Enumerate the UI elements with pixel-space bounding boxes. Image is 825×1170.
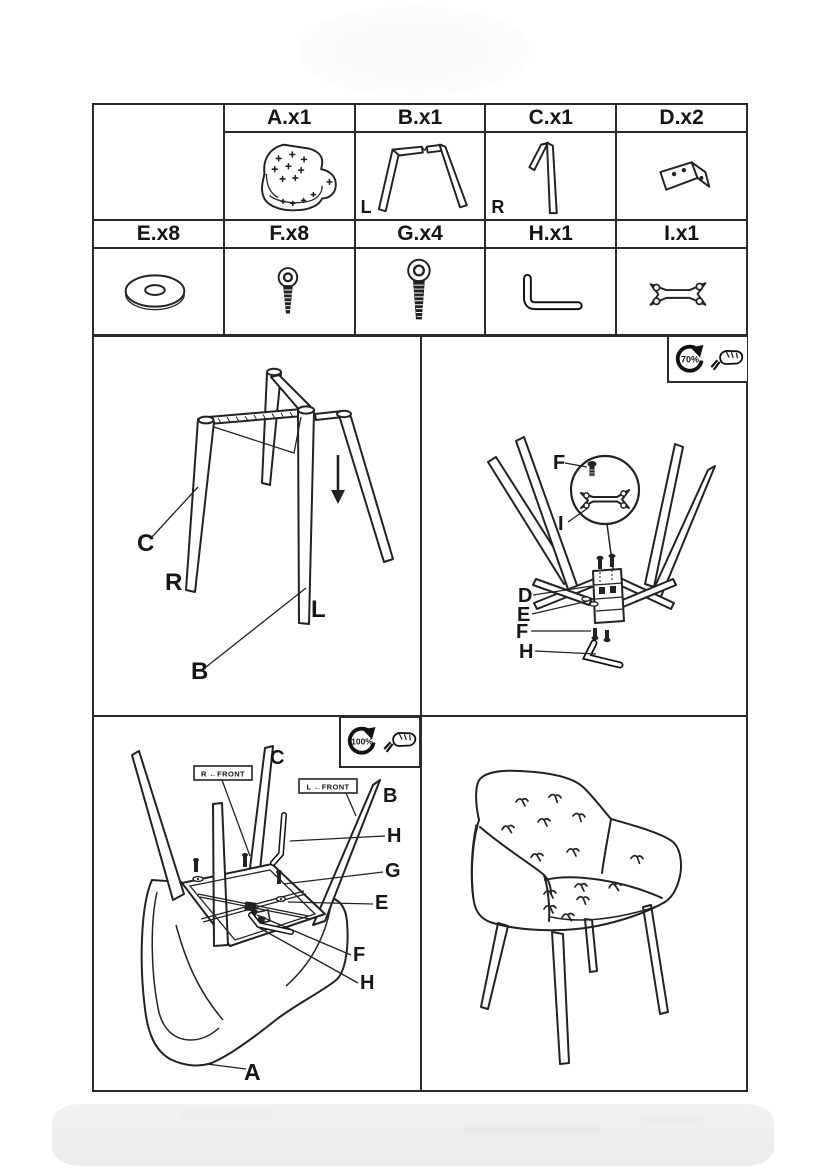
washer-sketch xyxy=(94,249,223,335)
label-f: F xyxy=(353,944,366,966)
assembly-steps-area xyxy=(92,334,748,1092)
part-c-cell xyxy=(485,132,616,220)
part-g-header: G.x4 xyxy=(355,220,486,248)
part-c-header: C.x1 xyxy=(485,104,616,132)
front-right-tag xyxy=(194,766,252,780)
label-i: I xyxy=(558,513,564,535)
torque-badge-100 xyxy=(340,717,420,767)
label-h: H xyxy=(519,641,534,663)
label-e: E xyxy=(375,892,389,914)
label-e: E xyxy=(517,604,531,626)
allen-key-sketch xyxy=(486,249,615,335)
svg-text:L ←FRONT: L ←FRONT xyxy=(306,782,350,792)
scan-artifact-band xyxy=(52,1104,774,1166)
corner-bracket-sketch xyxy=(617,133,746,219)
scan-smudge xyxy=(642,1118,702,1122)
down-arrow-icon xyxy=(331,455,345,504)
label-c: C xyxy=(270,747,285,769)
part-b-cell xyxy=(355,132,486,220)
part-f-header: F.x8 xyxy=(224,220,355,248)
part-a-header: A.x1 xyxy=(224,104,355,132)
assembled-chair-figure xyxy=(422,717,748,1090)
part-h-cell xyxy=(485,248,616,336)
label-part-c: C xyxy=(137,530,155,557)
step2-left-panel xyxy=(94,717,420,1090)
label-orientation-l: L xyxy=(311,596,326,623)
svg-text:R ←FRONT: R ←FRONT xyxy=(200,769,246,779)
part-b-orientation-label: L xyxy=(360,197,372,217)
label-g: G xyxy=(385,860,401,882)
part-i-cell xyxy=(616,248,747,336)
label-orientation-r: R xyxy=(165,569,183,596)
label-b: B xyxy=(383,785,398,807)
part-f-cell xyxy=(224,248,355,336)
front-left-tag xyxy=(299,779,357,793)
step1-left-figure xyxy=(94,336,420,715)
part-h-header: H.x1 xyxy=(485,220,616,248)
part-e-cell xyxy=(93,248,224,336)
scan-smudge xyxy=(462,1126,602,1132)
step1-right-figure xyxy=(422,336,748,715)
step2-right-panel xyxy=(422,717,748,1090)
step2-left-figure xyxy=(94,717,420,1090)
label-a: A xyxy=(244,1059,261,1085)
label-f-detail: F xyxy=(553,452,566,474)
label-h-key: H xyxy=(387,825,402,847)
part-d-header: D.x2 xyxy=(616,104,747,132)
part-c-orientation-label: R xyxy=(491,197,505,217)
step1-left-panel xyxy=(94,336,420,715)
scan-smudge xyxy=(182,1112,272,1117)
cross-plate-sketch xyxy=(617,249,746,335)
torque-percent: 100% xyxy=(351,736,373,747)
part-b-header: B.x1 xyxy=(355,104,486,132)
right-leg-frame-sketch xyxy=(486,133,615,219)
allen-key-vertical xyxy=(273,815,284,863)
long-bolt-sketch xyxy=(356,249,485,335)
seat-shell-sketch xyxy=(225,133,354,219)
step1-right-panel xyxy=(422,336,748,715)
short-bolt-sketch xyxy=(225,249,354,335)
torque-percent: 70% xyxy=(680,354,700,365)
part-a-cell xyxy=(224,132,355,220)
parts-table xyxy=(92,103,748,337)
part-i-header: I.x1 xyxy=(616,220,747,248)
torque-badge-70 xyxy=(668,336,748,382)
left-leg-frame-sketch xyxy=(356,133,485,219)
label-f: F xyxy=(516,621,529,643)
part-g-cell xyxy=(355,248,486,336)
leg-frames-sketch xyxy=(186,369,393,624)
part-e-header: E.x8 xyxy=(93,220,224,248)
label-part-b: B xyxy=(191,658,209,685)
label-d: D xyxy=(518,585,533,607)
label-h2: H xyxy=(360,972,375,994)
parts-table-blank-cell xyxy=(93,104,224,220)
scan-artifact-blob xyxy=(298,6,530,96)
upholstery-marks xyxy=(502,794,643,922)
part-d-cell xyxy=(616,132,747,220)
